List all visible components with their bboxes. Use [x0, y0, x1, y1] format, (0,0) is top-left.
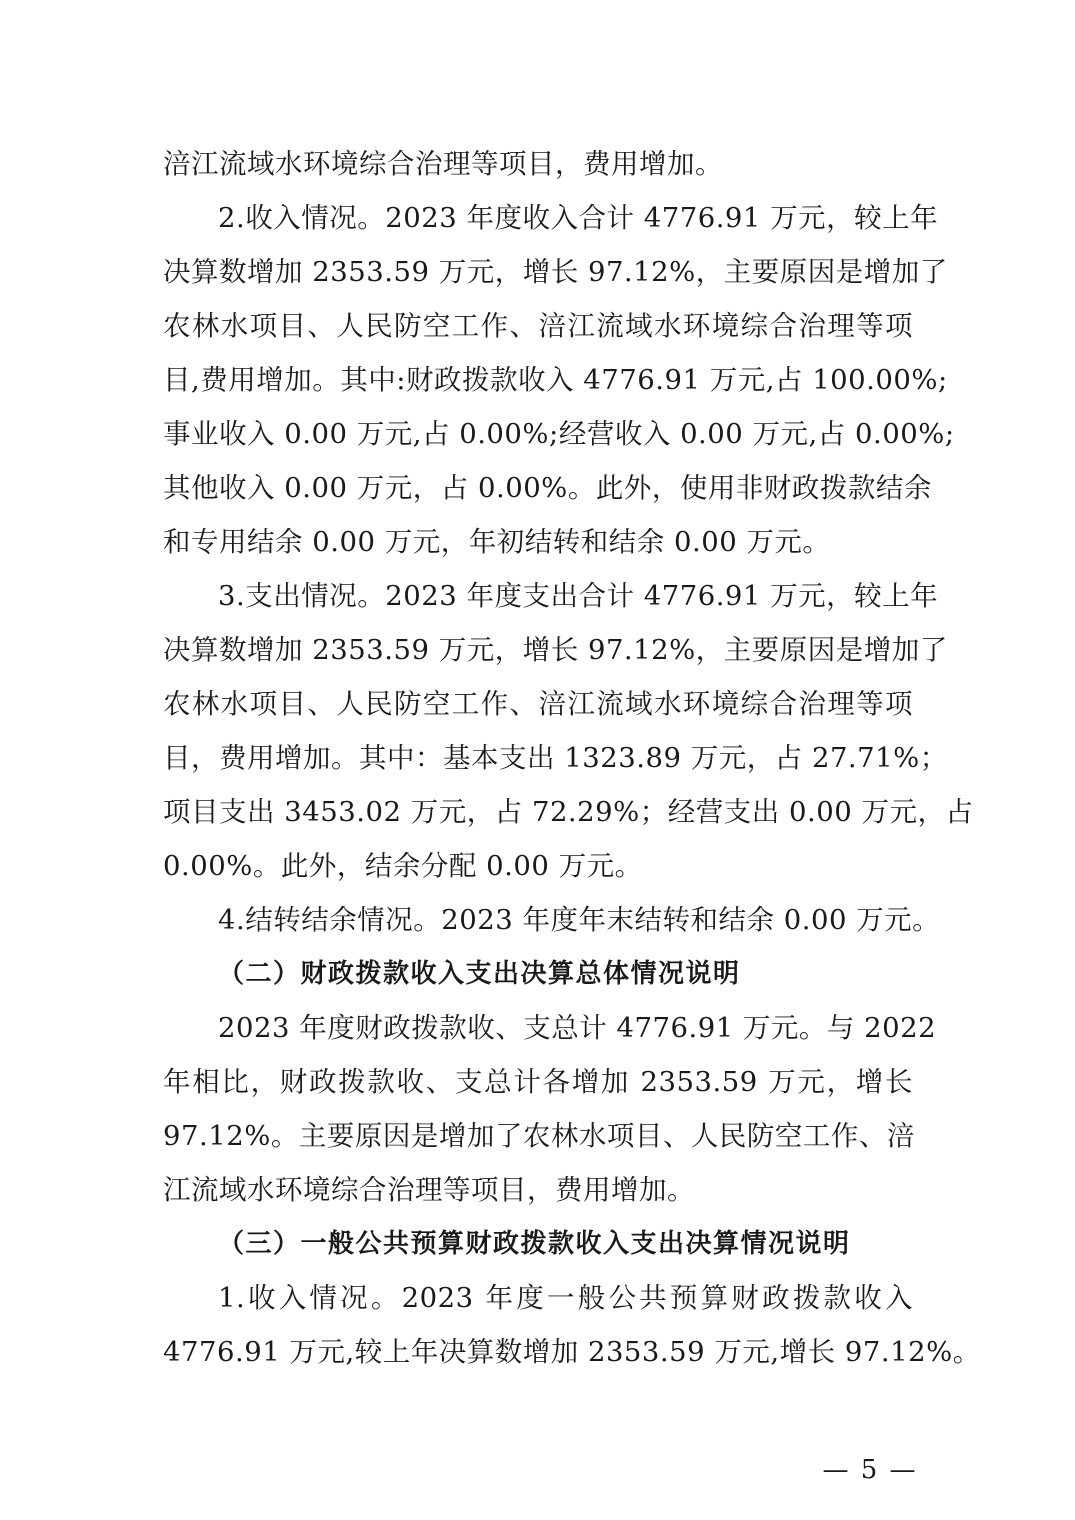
page-number: — 5 —	[822, 1455, 918, 1485]
paragraph-line: 其他收入 0.00 万元，占 0.00%。此外，使用非财政拨款结余	[163, 472, 932, 504]
paragraph-line: 和专用结余 0.00 万元，年初结转和结余 0.00 万元。	[163, 526, 831, 558]
section-heading: （二）财政拨款收入支出决算总体情况说明	[218, 959, 741, 989]
paragraph-line: 江流域水环境综合治理等项目，费用增加。	[163, 1174, 695, 1206]
paragraph-line: 决算数增加 2353.59 万元，增长 97.12%，主要原因是增加了	[163, 256, 948, 288]
paragraph-line: 年相比，财政拨款收、支总计各增加 2353.59 万元，增长	[163, 1066, 913, 1098]
paragraph-line: 2.收入情况。2023 年度收入合计 4776.91 万元，较上年	[218, 202, 939, 234]
paragraph-line: 目,费用增加。其中:财政拨款收入 4776.91 万元,占 100.00%;	[163, 364, 948, 396]
paragraph-line: 3.支出情况。2023 年度支出合计 4776.91 万元，较上年	[218, 580, 939, 612]
paragraph-line: 4.结转结余情况。2023 年度年末结转和结余 0.00 万元。	[218, 904, 941, 936]
paragraph-line: 97.12%。主要原因是增加了农林水项目、人民防空工作、涪	[163, 1120, 915, 1152]
section-heading: （三）一般公共预算财政拨款收入支出决算情况说明	[218, 1229, 851, 1259]
paragraph-line: 农林水项目、人民防空工作、涪江流域水环境综合治理等项	[163, 310, 913, 342]
paragraph-line: 决算数增加 2353.59 万元，增长 97.12%，主要原因是增加了	[163, 634, 948, 666]
paragraph-line: 事业收入 0.00 万元,占 0.00%;经营收入 0.00 万元,占 0.00%;	[163, 418, 955, 450]
paragraph-line: 1.收入情况。2023 年度一般公共预算财政拨款收入	[218, 1282, 913, 1314]
paragraph-line: 目，费用增加。其中：基本支出 1323.89 万元，占 27.71%；	[163, 742, 948, 774]
paragraph-line: 农林水项目、人民防空工作、涪江流域水环境综合治理等项	[163, 688, 913, 720]
paragraph-line: 0.00%。此外，结余分配 0.00 万元。	[163, 850, 643, 882]
paragraph-line: 2023 年度财政拨款收、支总计 4776.91 万元。与 2022	[218, 1012, 937, 1044]
paragraph-line: 涪江流域水环境综合治理等项目，费用增加。	[163, 148, 723, 180]
paragraph-line: 项目支出 3453.02 万元，占 72.29%；经营支出 0.00 万元，占	[163, 796, 974, 828]
paragraph-line: 4776.91 万元,较上年决算数增加 2353.59 万元,增长 97.12%。	[163, 1336, 981, 1368]
